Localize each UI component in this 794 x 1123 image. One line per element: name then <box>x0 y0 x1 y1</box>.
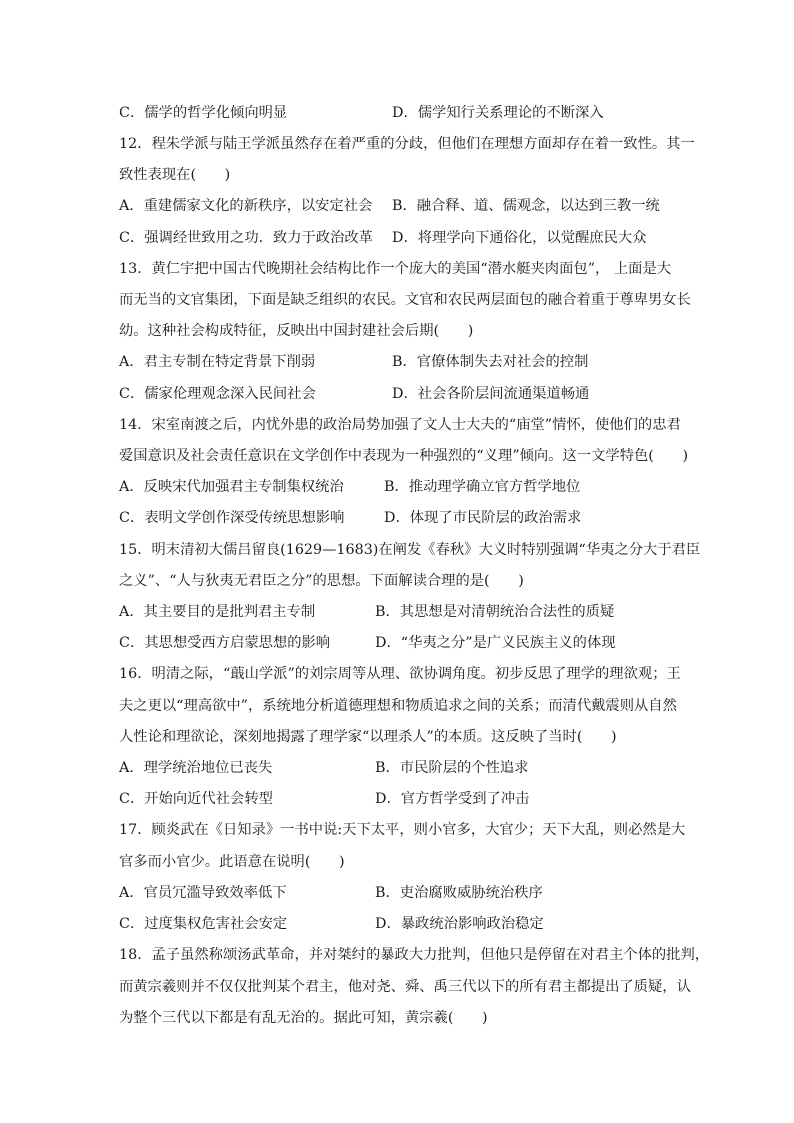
question-15-stem-cont: 之义”、“人与狄夷无君臣之分”的思想。下面解读合理的是( ) <box>119 573 524 589</box>
question-12-stem-cont: 致性表现在( ) <box>119 167 231 183</box>
question-12-option-a: A．重建儒家文化的新秩序，以安定社会 <box>119 198 373 214</box>
question-18-stem-cont: 而黄宗羲则并不仅仅批判某个君主，他对尧、舜、禹三代以下的所有君主都提出了质疑，认 <box>119 979 691 995</box>
question-16-option-c: C．开始向近代社会转型 <box>119 791 273 807</box>
question-15-option-c: C．其思想受西方启蒙思想的影响 <box>119 635 331 651</box>
question-13-stem-cont: 幼。这种社会构成特征，反映出中国封建社会后期( ) <box>119 323 474 339</box>
question-13-option-b: B．官僚体制失去对社会的控制 <box>392 354 589 370</box>
question-14-option-d: D．体现了市民阶层的政治需求 <box>384 510 582 526</box>
question-17-option-a: A．官员冗滥导致效率低下 <box>119 885 287 901</box>
question-14-stem: 14．宋室南渡之后，内忧外患的政治局势加强了文人士大夫的“庙堂”情怀，使他们的忠君 <box>119 417 681 433</box>
question-18-stem: 18．孟子虽然称颂汤武革命，并对桀纣的暴政大力批判，但他只是停留在对君主个体的批判， <box>119 947 710 963</box>
question-18-stem-cont: 为整个三代以下都是有乱无治的。据此可知，黄宗羲( ) <box>119 1010 488 1026</box>
question-12-option-b: B．融合释、道、儒观念，以达到三教一统 <box>392 198 660 214</box>
question-16-stem-cont: 夫之更以“理高欲中”，系统地分析道德理想和物质追求之间的关系；而清代戴震则从自然 <box>119 698 677 714</box>
question-16-option-d: D．官方哲学受到了冲击 <box>375 791 530 807</box>
question-15-option-a: A．其主要目的是批判君主专制 <box>119 604 316 620</box>
question-13-stem: 13．黄仁宇把中国古代晚期社会结构比作一个庞大的美国“潜水艇夹肉面包”， 上面是大 <box>119 261 672 277</box>
question-16-option-b: B．市民阶层的个性追求 <box>375 760 529 776</box>
question-17-option-c: C．过度集权危害社会安定 <box>119 916 288 932</box>
question-14-option-a: A．反映宋代加强君主专制集权统治 <box>119 479 344 495</box>
question-12-stem: 12．程朱学派与陆王学派虽然存在着严重的分歧，但他们在理想方面却存在着一致性。其一 <box>119 136 695 152</box>
option-d: D．儒学知行关系理论的不断深入 <box>392 105 604 121</box>
question-14-option-b: B．推动理学确立官方哲学地位 <box>384 479 581 495</box>
question-13-option-d: D．社会各阶层间流通渠道畅通 <box>392 386 590 402</box>
question-14-option-c: C．表明文学创作深受传统思想影响 <box>119 510 345 526</box>
question-17-option-b: B．吏治腐败威胁统治秩序 <box>375 885 543 901</box>
question-16-stem-cont: 人性论和理欲论，深刻地揭露了理学家“以理杀人”的本质。这反映了当时( ) <box>119 729 617 745</box>
question-17-stem: 17．顾炎武在《日知录》一书中说:天下太平，则小官多，大官少；天下大乱，则必然是大 <box>119 822 686 838</box>
question-17-stem-cont: 官多而小官少。此语意在说明( ) <box>119 854 345 870</box>
question-15-option-b: B．其思想是对清朝统治合法性的质疑 <box>375 604 615 620</box>
question-16-stem: 16．明清之际，“蕺山学派”的刘宗周等从理、欲协调角度。初步反思了理学的理欲观；王 <box>119 666 681 682</box>
question-13-stem-cont: 而无当的文官集团，下面是缺乏组织的农民。文官和农民两层面包的融合着重于尊卑男女长 <box>119 292 691 308</box>
question-15-option-d: D．“华夷之分”是广义民族主义的体现 <box>375 635 616 651</box>
question-14-stem-cont: 爱国意识及社会责任意识在文学创作中表现为一种强烈的“义理”倾向。这一文学特色( ) <box>119 448 689 464</box>
question-13-option-c: C．儒家伦理观念深入民间社会 <box>119 386 316 402</box>
question-12-option-d: D．将理学向下通俗化，以觉醒庶民大众 <box>392 230 647 246</box>
question-15-stem: 15．明末清初大儒吕留良(1629—1683)在阐发《春秋》大义时特别强调“华夷之分大于君臣 <box>119 542 701 558</box>
question-17-option-d: D．暴政统治影响政治稳定 <box>375 916 544 932</box>
question-12-option-c: C．强调经世致用之功．致力于政治改革 <box>119 230 373 246</box>
question-16-option-a: A．理学统治地位已丧失 <box>119 760 273 776</box>
option-c: C．儒学的哲学化倾向明显 <box>119 105 288 121</box>
question-13-option-a: A．君主专制在特定背景下削弱 <box>119 354 316 370</box>
